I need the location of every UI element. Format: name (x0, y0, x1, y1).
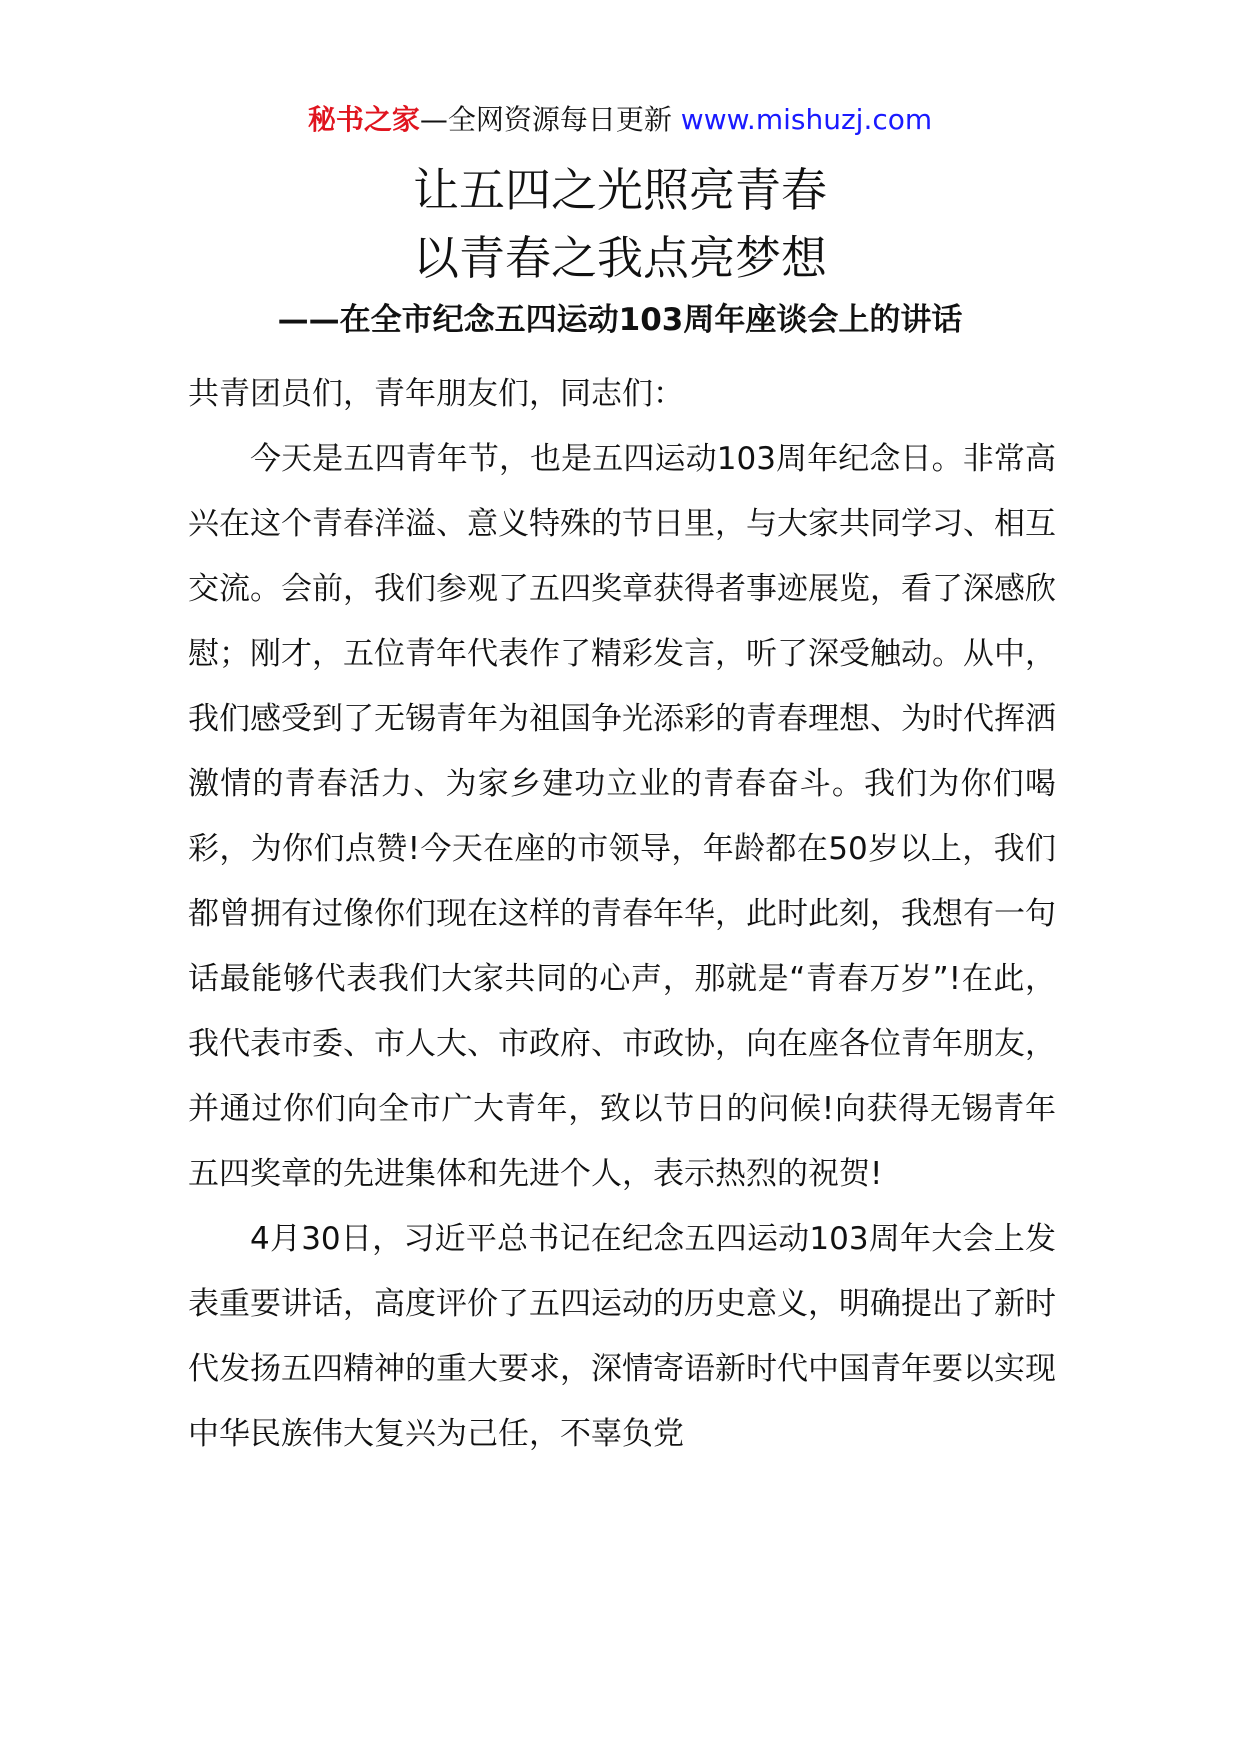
document-title-line-1: 让五四之光照亮青春 (413, 163, 827, 217)
document-body (188, 362, 1056, 1467)
header-tagline: —全网资源每日更新 (419, 103, 672, 136)
brand-name: 秘书之家 (307, 103, 420, 136)
site-link[interactable]: www.mishuzj.com (680, 103, 933, 136)
salutation: 共青团员们，青年朋友们，同志们： (188, 376, 684, 412)
document-subtitle: ——在全市纪念五四运动103周年座谈会上的讲话 (277, 302, 963, 338)
paragraph-2: 4月30日，习近平总书记在纪念五四运动103周年大会上发表重要讲话，高度评价了五四运动的历史意义，明确提出了新时代发扬五四精神的重大要求，深情寄语新时代中国青年要以实现中华民族伟大复兴为己任，不辜负党 (188, 1221, 1056, 1452)
site-header (0, 100, 1240, 140)
paragraph-1: 今天是五四青年节，也是五四运动103周年纪念日。非常高兴在这个青春洋溢、意义特殊的节日里，与大家共同学习、相互交流。会前，我们参观了五四奖章获得者事迹展览，看了深感欣慰；刚才，五位青年代表作了精彩发言，听了深受触动。从中，我们感受到了无锡青年为祖国争光添彩的青春理想、为时代挥洒激情的青春活力、为家乡建功立业的青春奋斗。我们为你们喝彩，为你们点赞!今天在座的市领导，年龄都在50岁以上，我们都曾拥有过像你们现在这样的青春年华，此时此刻，我想有一句话最能够代表我们大家共同的心声，那就是“青春万岁”!在此，我代表市委、市人大、市政府、市政协，向在座各位青年朋友，并通过你们向全市广大青年，致以节日的问候!向获得无锡青年五四奖章的先进集体和先进个人，表示热烈的祝贺! (188, 441, 1056, 1192)
document-title-line-2: 以青春之我点亮梦想 (413, 231, 827, 285)
